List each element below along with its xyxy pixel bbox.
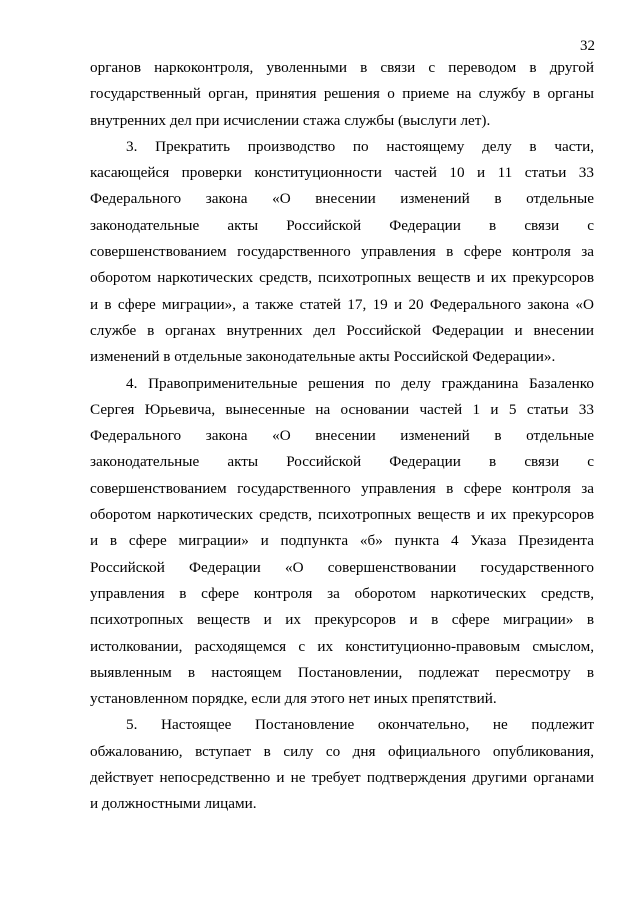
text-line: Федерального закона «О внесении изменений в отдельные [90,427,594,445]
text-line: выявленным в настоящем Постановлении, подлежат пересмотру в [90,663,594,681]
text-line: изменений в отдельные законодательные акты Российской Федерации». [90,348,556,366]
paragraph-continuation [90,55,594,134]
text-line: оборотом наркотических средств, психотропных веществ и их прекурсоров [90,269,594,287]
text-line: Российской Федерации «О совершенствовании государственного [90,558,594,576]
text-line: обжалованию, вступает в силу со дня официального опубликования, [90,742,594,760]
paragraph-item-4 [90,371,594,713]
paragraph-item-5 [90,712,594,817]
text-line: управления в сфере контроля за оборотом наркотических средств, [90,584,594,602]
document-body [90,55,594,818]
text-line: службе в органах внутренних дел Российской Федерации и внесении [90,321,594,339]
text-line: касающейся проверки конституционности частей 10 и 11 статьи 33 [90,164,594,182]
text-line: совершенствованием государственного управления в сфере контроля за [90,479,594,497]
page-number: 32 [580,38,595,54]
text-line: оборотом наркотических средств, психотропных веществ и их прекурсоров [90,506,594,524]
text-line: Сергея Юрьевича, вынесенные на основании частей 1 и 5 статьи 33 [90,400,594,418]
text-line: истолковании, расходящемся с их конституционно-правовым смыслом, [90,637,594,655]
text-line: 3. Прекратить производство по настоящему делу в части, [126,137,594,155]
text-line: Федерального закона «О внесении изменений в отдельные [90,190,594,208]
paragraph-item-3 [90,134,594,371]
text-line: 5. Настоящее Постановление окончательно, не подлежит [126,716,594,734]
text-line: органов наркоконтроля, уволенными в связи с переводом в другой [90,59,594,76]
text-line: и в сфере миграции», а также статей 17, 19 и 20 Федерального закона «О [90,295,594,313]
text-line: законодательные акты Российской Федерации в связи с [90,453,594,471]
text-line: психотропных веществ и их прекурсоров и в сфере миграции» в [90,611,594,629]
text-line: установленном порядке, если для этого нет иных препятствий. [90,690,497,708]
text-line: законодательные акты Российской Федерации в связи с [90,216,594,234]
text-line: и должностными лицами. [90,795,257,813]
text-line: внутренних дел при исчислении стажа службы (выслуги лет). [90,111,491,129]
text-line: государственный орган, принятия решения о приеме на службу в органы [90,85,594,103]
text-line: 4. Правоприменительные решения по делу гражданина Базаленко [126,374,594,392]
text-line: и в сфере миграции» и подпункта «б» пункта 4 Указа Президента [90,532,594,550]
text-line: совершенствованием государственного управления в сфере контроля за [90,243,594,261]
text-line: действует непосредственно и не требует подтверждения другими органами [90,769,594,787]
